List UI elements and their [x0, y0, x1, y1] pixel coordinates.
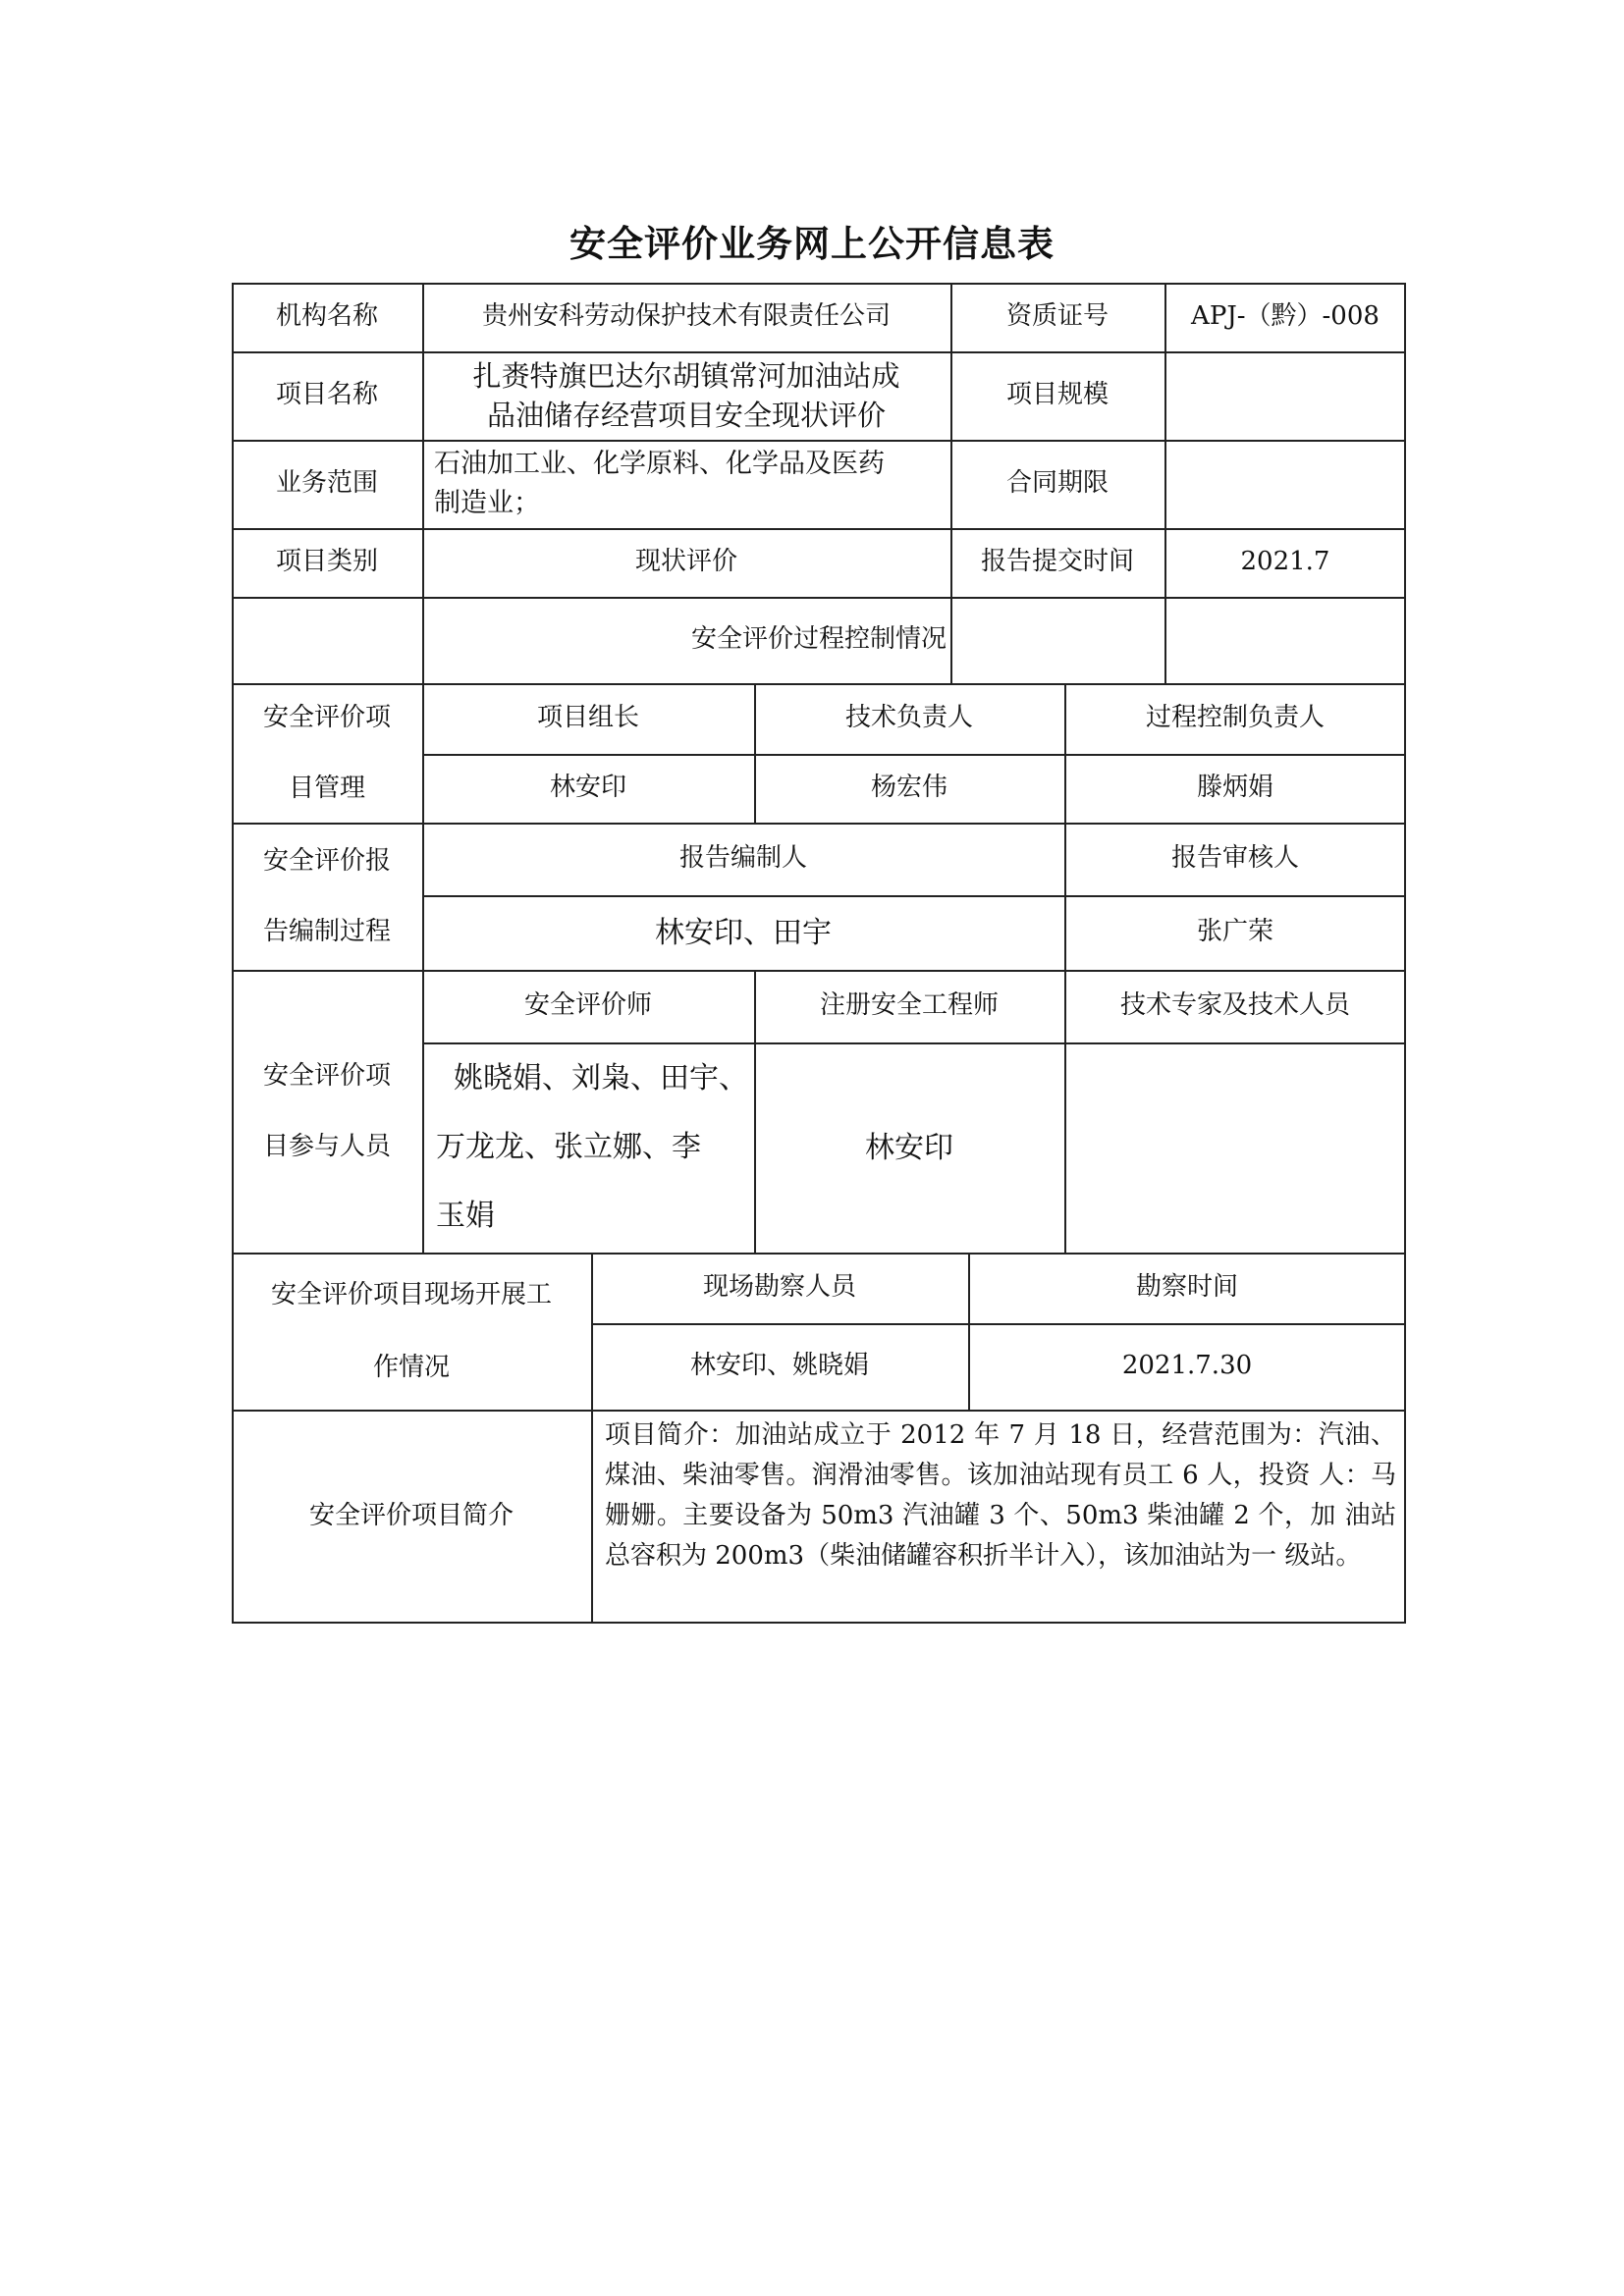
cert-number-label: 资质证号 — [1005, 301, 1109, 332]
mgmt-label-line: 目管理 — [288, 774, 365, 803]
report-process-label-line: 告编制过程 — [262, 917, 391, 946]
participants-header-experts: 技术专家及技术人员 — [1119, 990, 1350, 1021]
intro-label: 安全评价项目简介 — [308, 1501, 514, 1531]
intro-text: 项目简介：加油站成立于 2012 年 7 月 18 日，经营范围为：汽油、煤油、柴油零售。润滑油零售。该加油站现有员工 6 人，投资 人：马姗姗。主要设备为 50m3 汽油罐 3 个、50m3 柴油罐 2 个，加 油站总容积为 200m3（柴油储罐容积折半计入），该加油站为一 级站。 — [605, 1420, 1396, 1571]
business-scope-line: 制造业； — [434, 488, 540, 518]
business-scope-line: 石油加工业、化学原料、化学品及医药 — [434, 449, 885, 479]
participants-label-line: 目参与人员 — [262, 1132, 391, 1161]
report-process-label-line: 安全评价报 — [262, 846, 391, 876]
report-reviewer-value: 张广荣 — [1196, 917, 1273, 947]
project-type-value: 现状评价 — [634, 547, 737, 577]
process-heading: 安全评价过程控制情况 — [690, 624, 947, 655]
site-work-label-line: 安全评价项目现场开展工 — [270, 1280, 552, 1309]
report-reviewer-header: 报告审核人 — [1170, 843, 1299, 874]
project-scale-value — [1164, 351, 1406, 440]
mgmt-header-process: 过程控制负责人 — [1145, 703, 1325, 733]
project-scale-label: 项目规模 — [1005, 380, 1109, 410]
site-time-value: 2021.7.30 — [1121, 1351, 1253, 1381]
report-process-label — [232, 823, 422, 970]
participants-label-line: 安全评价项 — [262, 1061, 391, 1091]
evaluator-line: 姚晓娟、刘枭、田宇、 — [454, 1061, 748, 1095]
cert-number-value: APJ-（黔）-008 — [1191, 301, 1380, 332]
business-scope-label: 业务范围 — [275, 468, 378, 499]
project-name-line: 品油储存经营项目安全现状评价 — [486, 399, 886, 432]
participants-engineers: 林安印 — [865, 1130, 953, 1165]
mgmt-value-process: 滕炳娟 — [1196, 773, 1273, 803]
mgmt-label-line: 安全评价项 — [262, 703, 391, 732]
project-name-label: 项目名称 — [275, 380, 378, 410]
site-staff-header: 现场勘察人员 — [702, 1272, 856, 1303]
project-name-line: 扎赉特旗巴达尔胡镇常河加油站成 — [472, 359, 900, 393]
project-name-value — [422, 351, 950, 440]
mgmt-header-leader: 项目组长 — [536, 703, 639, 733]
site-time-header: 勘察时间 — [1135, 1272, 1238, 1303]
site-staff-value: 林安印、姚晓娟 — [689, 1351, 869, 1381]
business-scope-value — [422, 440, 950, 528]
participants-experts — [1064, 1042, 1406, 1253]
project-type-label: 项目类别 — [275, 547, 378, 577]
info-table — [232, 283, 1406, 1624]
report-author-header: 报告编制人 — [678, 843, 807, 874]
participants-header-evaluator: 安全评价师 — [523, 990, 652, 1021]
report-time-value: 2021.7 — [1240, 547, 1330, 577]
evaluator-line: 万龙龙、张立娜、李 — [436, 1130, 701, 1164]
participants-header-engineer: 注册安全工程师 — [819, 990, 999, 1021]
mgmt-label — [232, 683, 422, 823]
report-author-value: 林安印、田宇 — [655, 915, 832, 950]
org-name-label: 机构名称 — [275, 301, 378, 332]
mgmt-value-tech: 杨宏伟 — [870, 773, 947, 803]
participants-evaluators — [422, 1042, 754, 1253]
site-work-label-line: 作情况 — [372, 1353, 450, 1382]
page-title: 安全评价业务网上公开信息表 — [569, 223, 1055, 265]
mgmt-value-leader: 林安印 — [549, 773, 626, 803]
participants-label — [232, 970, 422, 1253]
report-time-label: 报告提交时间 — [980, 547, 1134, 577]
contract-period-value — [1164, 440, 1406, 528]
org-name-value: 贵州安科劳动保护技术有限责任公司 — [481, 301, 891, 332]
mgmt-header-tech: 技术负责人 — [844, 703, 973, 733]
site-work-label — [232, 1253, 591, 1410]
evaluator-line: 玉娟 — [436, 1199, 495, 1233]
contract-period-label: 合同期限 — [1005, 468, 1109, 499]
